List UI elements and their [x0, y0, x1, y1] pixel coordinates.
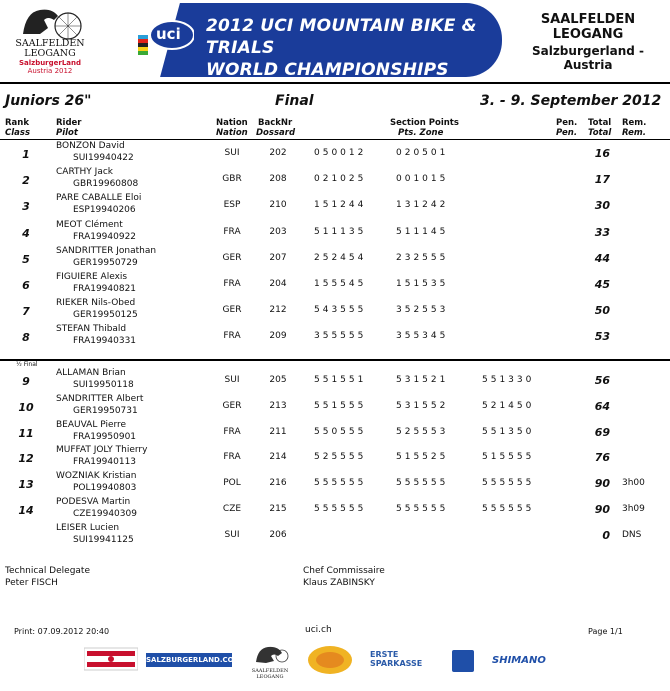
- rider-license: GER19950125: [73, 310, 138, 321]
- rider-license: POL19940803: [73, 483, 137, 494]
- total-cell: 56: [594, 374, 610, 387]
- rider-license: FRA19940113: [73, 457, 137, 468]
- rider-name: BONZON David: [56, 141, 125, 151]
- rider-name: MEOT Clément: [56, 219, 123, 230]
- nation-cell: POL: [223, 478, 241, 489]
- nation-cell: FRA: [223, 226, 241, 237]
- rider-name: FIGUIERE Alexis: [56, 272, 128, 282]
- bib-cell: 206: [269, 529, 287, 540]
- rider-name: ALLAMAN Brian: [56, 368, 126, 378]
- section-points-2: 001015: [396, 174, 449, 185]
- rank-cell: 5: [22, 252, 30, 266]
- lion-icon: [248, 644, 292, 664]
- rider-name: LEISER Lucien: [56, 522, 120, 533]
- total-cell: 45: [594, 278, 610, 291]
- col-section-points: Section Points: [390, 118, 459, 128]
- nation-cell: SUI: [224, 375, 240, 385]
- nation-cell: GER: [222, 252, 242, 263]
- shimano-logo: SHIMANO: [492, 655, 546, 666]
- rider-name: RIEKER Nils-Obed: [56, 298, 136, 309]
- col-class: Class: [5, 128, 31, 138]
- table-row: [0, 369, 670, 395]
- table-row: [0, 446, 670, 472]
- section-points-2: 531521: [396, 375, 449, 385]
- rider-license: GER19950729: [73, 257, 138, 268]
- salzburgerland-logo: SALZBURGERLAND.COM: [146, 653, 232, 667]
- section-points-1: 021025: [314, 174, 367, 185]
- col-nation-fr: Nation: [216, 128, 248, 138]
- bib-cell: 211: [269, 426, 287, 437]
- section-points-2: 555555: [396, 504, 449, 514]
- total-cell: 76: [594, 451, 610, 465]
- rider-license: SUI19941125: [73, 534, 134, 545]
- col-dossard: Dossard: [256, 128, 296, 138]
- remark-cell: DNS: [622, 529, 642, 540]
- saalfelden-footer-logo: SAALFELDEN LEOGANG: [248, 644, 292, 678]
- section-points-3: 555555: [482, 478, 535, 489]
- print-timestamp: Print: 07.09.2012 20:40: [14, 627, 110, 636]
- table-row: [0, 421, 670, 447]
- rider-license: SUI19940422: [73, 153, 134, 163]
- nation-cell: GBR: [222, 174, 242, 185]
- rider-name: WOZNIAK Kristian: [56, 471, 137, 482]
- section-points-1: 252454: [314, 252, 367, 263]
- bib-cell: 212: [269, 305, 287, 316]
- section-points-2: 515525: [396, 452, 449, 463]
- col-total: Total: [588, 118, 612, 128]
- bib-cell: 205: [269, 375, 287, 385]
- col-backnr: BackNr: [258, 118, 293, 128]
- event-banner: [130, 3, 502, 77]
- section-points-2: 232555: [396, 252, 449, 263]
- bib-cell: 207: [269, 252, 287, 263]
- nation-cell: FRA: [223, 452, 241, 463]
- bib-cell: 203: [269, 226, 287, 237]
- rank-cell: 8: [22, 331, 30, 345]
- nation-cell: FRA: [223, 426, 241, 437]
- nation-cell: FRA: [223, 331, 241, 342]
- venue-title: [508, 12, 668, 72]
- remark-cell: 3h00: [622, 478, 645, 489]
- rider-name: CARTHY Jack: [56, 167, 113, 178]
- rank-cell: 6: [22, 279, 30, 292]
- erste-sparkasse-logo: ERSTE SPARKASSE: [370, 650, 423, 668]
- bib-cell: 204: [269, 279, 287, 289]
- col-rem-fr: Rem.: [622, 128, 646, 138]
- rank-cell: 14: [18, 504, 34, 517]
- rider-license: FRA19950901: [73, 431, 137, 442]
- cc-name: Klaus ZABINSKY: [303, 578, 375, 588]
- section-points-3: 555555: [482, 504, 535, 514]
- rider-name: PARE CABALLE Eloi: [56, 193, 142, 204]
- table-row: [0, 142, 670, 168]
- rider-name: BEAUVAL Pierre: [56, 419, 127, 430]
- section-points-1: 050012: [314, 148, 367, 158]
- nation-cell: SUI: [224, 529, 240, 540]
- total-cell: 44: [594, 251, 610, 265]
- section-points-3: 521450: [482, 400, 535, 411]
- col-pen: Pen.: [556, 118, 578, 128]
- section-points-1: 551551: [314, 375, 367, 385]
- bib-cell: 209: [269, 331, 287, 342]
- rank-cell: 12: [18, 452, 34, 466]
- nation-cell: SUI: [224, 148, 240, 158]
- td-name: Peter FISCH: [5, 578, 58, 588]
- total-cell: 0: [602, 528, 610, 542]
- rider-name: STEFAN Thibald: [56, 324, 127, 335]
- site-url[interactable]: uci.ch: [305, 625, 332, 635]
- col-rider: Rider: [56, 118, 82, 128]
- rider-name: MUFFAT JOLY Thierry: [56, 445, 148, 456]
- header-rule: [0, 139, 670, 140]
- table-row: [0, 472, 670, 498]
- table-row: [0, 168, 670, 194]
- section-points-1: 555555: [314, 504, 367, 514]
- semi-divider: [0, 359, 670, 361]
- rank-cell: 10: [18, 400, 34, 414]
- section-points-1: 155545: [314, 279, 367, 289]
- td-title: Technical Delegate: [5, 566, 90, 576]
- col-pts-zone: Pts. Zone: [398, 128, 444, 138]
- total-cell: 16: [594, 147, 610, 160]
- rank-cell: 9: [22, 375, 30, 388]
- rank-cell: 2: [22, 174, 30, 188]
- category-title: Juniors 26": [5, 93, 92, 109]
- bib-cell: 215: [269, 504, 287, 514]
- rider-license: FRA19940922: [73, 231, 137, 242]
- banner-line-1: 2012 UCI MOUNTAIN BIKE & TRIALS: [206, 16, 477, 58]
- rank-cell: 3: [22, 200, 30, 214]
- table-row: [0, 498, 670, 524]
- logo-line-1: SAALFELDEN: [15, 38, 85, 49]
- table-row: [0, 325, 670, 351]
- total-cell: 30: [594, 199, 610, 213]
- table-row: [0, 395, 670, 421]
- total-cell: 90: [594, 477, 610, 491]
- rider-license: ESP19940206: [73, 205, 136, 216]
- total-cell: 33: [594, 225, 610, 239]
- section-points-1: 151244: [314, 200, 367, 211]
- table-row: [0, 247, 670, 273]
- col-pilot: Pilot: [56, 128, 78, 138]
- table-row: [0, 194, 670, 220]
- col-total-fr: Total: [588, 128, 612, 138]
- venue-line-1: SAALFELDEN LEOGANG: [540, 12, 636, 42]
- section-points-1: 550555: [314, 426, 367, 437]
- banner-title: [206, 15, 502, 77]
- lion-bicycle-icon: [18, 4, 88, 40]
- total-cell: 69: [594, 425, 610, 439]
- logo-line-4: Austria 2012: [27, 67, 73, 75]
- section-points-1: 543555: [314, 305, 367, 316]
- rider-license: CZE19940309: [73, 509, 137, 519]
- uci-logo: uci: [136, 13, 194, 63]
- bike-brand-logo: [452, 650, 474, 672]
- banner-line-2: WORLD CHAMPIONSHIPS: [206, 60, 449, 77]
- logo-line-3: SalzburgerLand: [18, 59, 82, 67]
- saalfelden-logo: [0, 0, 118, 80]
- total-cell: 64: [594, 399, 610, 413]
- total-cell: 17: [594, 173, 610, 187]
- logo-line-2: LEOGANG: [24, 48, 76, 59]
- rank-cell: 4: [22, 226, 30, 240]
- nation-cell: FRA: [223, 279, 241, 289]
- section-points-1: 511135: [314, 226, 367, 237]
- rider-license: FRA19940821: [73, 284, 137, 294]
- venue-line-2: Salzburgerland - Austria: [531, 44, 645, 72]
- rank-cell: 1: [22, 148, 30, 161]
- rider-license: GBR19960808: [73, 179, 139, 190]
- bib-cell: 214: [269, 452, 287, 463]
- bib-cell: 213: [269, 400, 287, 411]
- table-row: [0, 524, 670, 550]
- bib-cell: 208: [269, 174, 287, 185]
- bib-cell: 216: [269, 478, 287, 489]
- section-points-2: 131242: [396, 200, 449, 211]
- rider-name: SANDRITTER Albert: [56, 393, 144, 404]
- section-points-2: 020501: [396, 148, 449, 158]
- rider-name: SANDRITTER Jonathan: [56, 245, 157, 256]
- total-cell: 90: [594, 503, 610, 516]
- bikepark-logo: [306, 644, 354, 676]
- col-rem: Rem.: [622, 118, 647, 128]
- event-dates: 3. - 9. September 2012: [480, 93, 662, 109]
- bib-cell: 202: [269, 148, 287, 158]
- rank-cell: 13: [18, 478, 34, 492]
- total-cell: 53: [594, 330, 610, 344]
- col-pen-fr: Pen.: [556, 128, 578, 138]
- nation-cell: ESP: [223, 200, 241, 211]
- nation-cell: GER: [222, 400, 242, 411]
- section-points-1: 525555: [314, 452, 367, 463]
- cc-title: Chef Commissaire: [303, 566, 385, 576]
- section-points-2: 525553: [396, 426, 449, 437]
- section-points-2: 531552: [396, 400, 449, 411]
- section-points-2: 511145: [396, 226, 449, 237]
- nation-cell: GER: [222, 305, 242, 316]
- rank-cell: 11: [18, 426, 34, 440]
- page-number: Page 1/1: [588, 627, 623, 636]
- semi-final-label: ½ Final: [16, 361, 38, 368]
- section-points-2: 151535: [396, 279, 449, 289]
- rider-license: FRA19940331: [73, 336, 137, 347]
- table-row: [0, 273, 670, 299]
- section-points-3: 551330: [482, 375, 535, 385]
- section-points-3: 515555: [482, 452, 535, 463]
- rider-license: SUI19950118: [73, 380, 134, 390]
- section-points-2: 352553: [396, 305, 449, 316]
- section-points-1: 551555: [314, 400, 367, 411]
- remark-cell: 3h09: [622, 504, 645, 514]
- bib-cell: 210: [269, 200, 287, 211]
- table-row: [0, 221, 670, 247]
- austria-flag-logo: [84, 646, 138, 672]
- round-title: Final: [275, 93, 314, 109]
- section-points-1: 555555: [314, 478, 367, 489]
- col-nation: Nation: [216, 118, 248, 128]
- section-points-1: 355555: [314, 331, 367, 342]
- section-points-2: 555555: [396, 478, 449, 489]
- total-cell: 50: [594, 304, 610, 318]
- nation-cell: CZE: [222, 504, 242, 514]
- rank-cell: 7: [22, 305, 30, 319]
- col-rank: Rank: [5, 118, 29, 128]
- section-points-3: 551350: [482, 426, 535, 437]
- rider-name: PODESVA Martin: [56, 497, 131, 507]
- rider-license: GER19950731: [73, 405, 138, 416]
- header-divider: [0, 82, 670, 84]
- table-row: [0, 299, 670, 325]
- section-points-2: 355345: [396, 331, 449, 342]
